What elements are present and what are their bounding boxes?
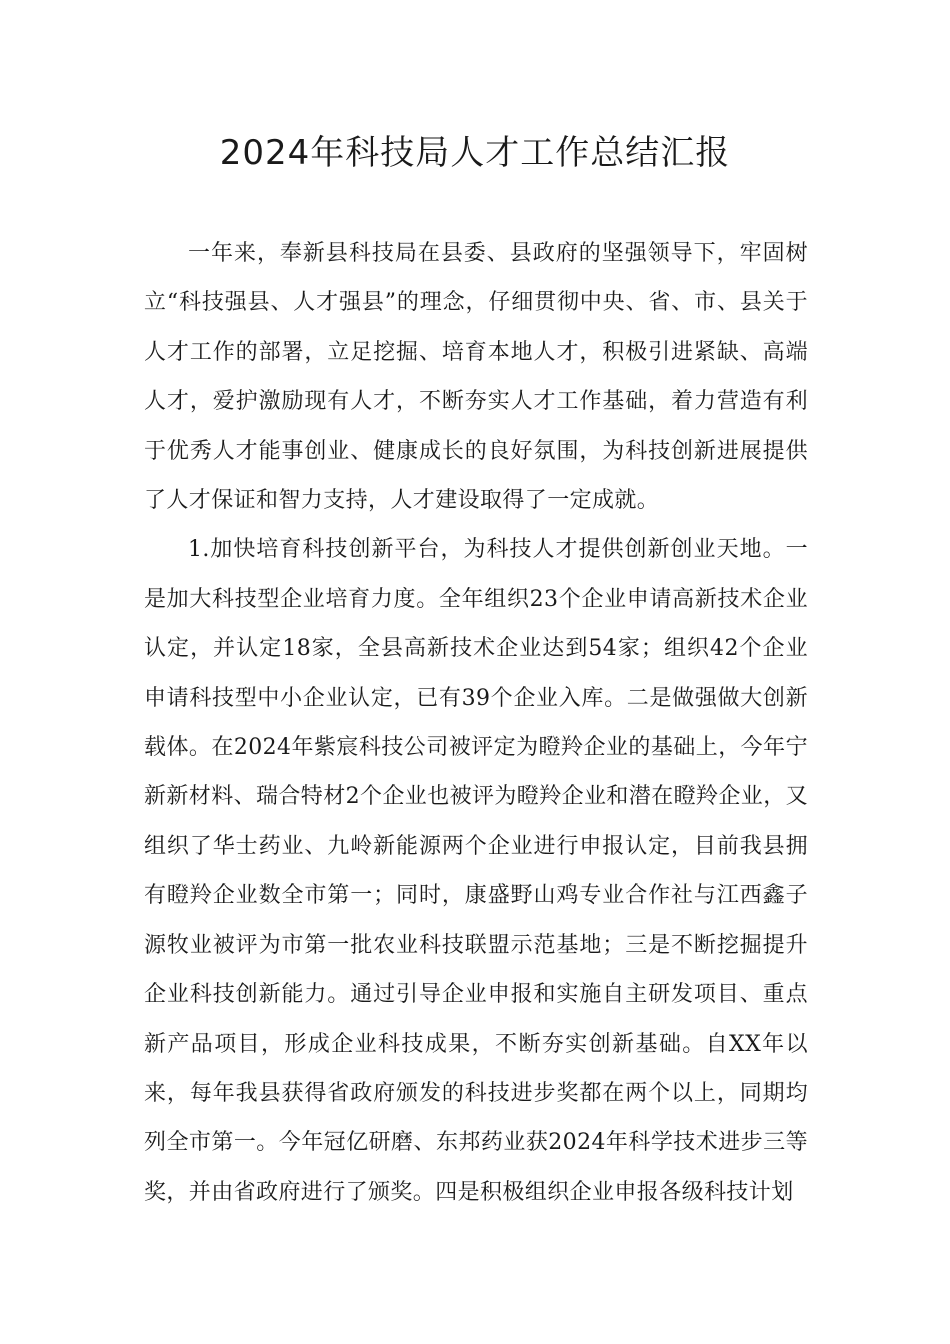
document-body [144, 229, 808, 1217]
document-title: 2024年科技局人才工作总结汇报 [219, 133, 731, 173]
paragraph-section-1: 1.加快培育科技创新平台，为科技人才提供创新创业天地。一是加大科技型企业培育力度。全年组织23个企业申请高新技术企业认定，并认定18家，全县高新技术企业达到54家；组织42个企业申请科技型中小企业认定，已有39个企业入库。二是做强做大创新载体。在2024年紫宸科技公司被评定为瞪羚企业的基础上，今年宁新新材料、瑞合特材2个企业也被评为瞪羚企业和潜在瞪羚企业，又组织了华士药业、九岭新能源两个企业进行申报认定，目前我县拥有瞪羚企业数全市第一；同时，康盛野山鸡专业合作社与江西鑫子源牧业被评为市第一批农业科技联盟示范基地；三是不断挖掘提升企业科技创新能力。通过引导企业申报和实施自主研发项目、重点新产品项目，形成企业科技成果，不断夯实创新基础。自XX年以来，每年我县获得省政府颁发的科技进步奖都在两个以上，同期均列全市第一。今年冠亿研磨、东邦药业获2024年科学技术进步三等奖，并由省政府进行了颁奖。四是积极组织企业申报各级科技计划 [144, 537, 808, 1205]
paragraph-intro: 一年来，奉新县科技局在县委、县政府的坚强领导下，牢固树立“科技强县、人才强县”的理念，仔细贯彻中央、省、市、县关于人才工作的部署，立足挖掘、培育本地人才，积极引进紧缺、高端人才，爱护激励现有人才，不断夯实人才工作基础，着力营造有利于优秀人才能事创业、健康成长的良好氛围，为科技创新进展提供了人才保证和智力支持，人才建设取得了一定成就。 [144, 241, 808, 514]
